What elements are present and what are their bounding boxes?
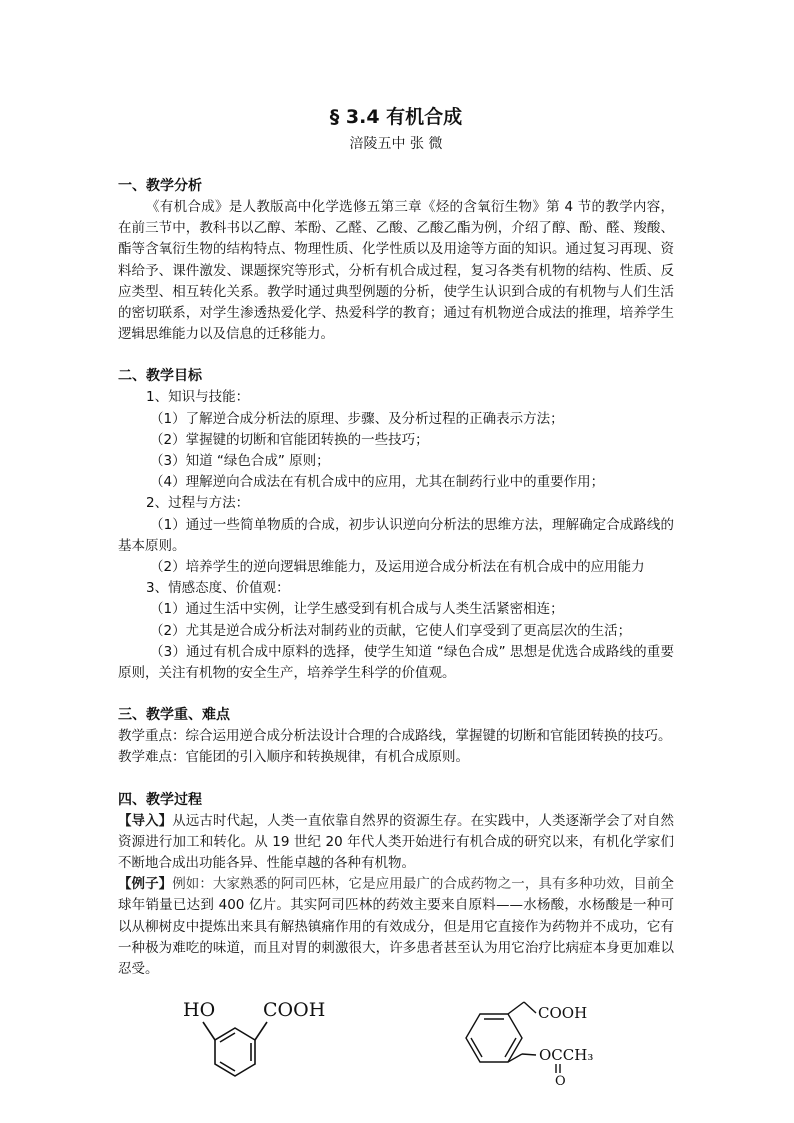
section-heading-key-points: 三、教学重、难点 — [118, 707, 230, 724]
section-heading-process: 四、教学过程 — [118, 791, 202, 808]
example-text: 前全球年销量已达到 400 亿片。其实阿司匹林的药效主要来自原料——水杨酸，水杨酸是一种可以从柳树皮中提炼出来具有解热镇痛作用的有效成分，但是用它直接作为药物并不成功，它有一种极为难吃的味道，而且对胃的刺激很大，许多患者甚至认为用它治疗比病症本身更加难以忍受。 — [118, 876, 674, 978]
goal-item: （1）通过生活中实例，让学生感受到有机合成与人类生活紧密相连； — [150, 601, 564, 618]
example-paragraph — [118, 874, 674, 980]
goal-subheading-attitude: 3、情感态度、价值观： — [146, 580, 290, 597]
example-lead-text: 例如：大家熟悉的阿司匹林，它是应用最广的合成药物之一，具有多种功效，目 — [172, 876, 647, 893]
difficulty-text: 教学难点：官能团的引入顺序和转换规律，有机合成原则。 — [118, 749, 469, 766]
section-heading-analysis: 一、教学分析 — [118, 178, 202, 194]
aspirin-ester-label: OCCH₃ — [539, 1046, 594, 1064]
key-point-text: 教学重点：综合运用逆合成分析法设计合理的合成路线，掌握键的切断和官能团转换的技巧。 — [118, 728, 672, 745]
aspirin-structure — [450, 992, 620, 1092]
goal-item: （3）通过有机合成中原料的选择，使学生知道 “绿色合成” 思想是优选合成路线的重要原则，关注有机物的安全生产，培养学生科学的价值观。 — [118, 643, 674, 682]
goal-item: （2）掌握键的切断和官能团转换的一些技巧； — [150, 431, 429, 448]
section-heading-goals: 二、教学目标 — [118, 368, 202, 385]
goal-subheading-knowledge: 1、知识与技能： — [146, 389, 250, 406]
intro-tag: 【导入】 — [118, 812, 173, 829]
goal-item: （1）了解逆合成分析法的原理、步骤、及分析过程的正确表示方法； — [150, 410, 564, 427]
intro-text: 从远古时代起，人类一直依靠自然界的资源生存。在实践中，人类逐渐学会了对自然资源进行加工和转化。从 19 世纪 20 年代人类开始进行有机合成的研究以来，有机化学家们不断地合成出功能各异、性能卓越的各种有机物。 — [118, 812, 674, 872]
goal-item: （3）知道 “绿色合成” 原则； — [150, 453, 330, 470]
goal-item: （2）培养学生的逆向逻辑思维能力，及运用逆合成分析法在有机合成中的应用能力 — [150, 559, 645, 576]
analysis-paragraph: 《有机合成》是人教版高中化学选修五第三章《烃的含氧衍生物》第 4 节的教学内容，在前三节中，教科书以乙醇、苯酚、乙醛、乙酸、乙酸乙酯为例，介绍了醇、酚、醛、羧酸、酯等含氧衍生物的结构特点、物理性质、化学性质以及用途等方面的知识。通过复习再现、资料给予、课件激发、课题探究等形式，分析有机合成过程，复习各类有机物的结构、性质、反应类型、相互转化关系。教学时通过典型例题的分析，使学生认识到合成的有机物与人们生活的密切联系，对学生渗透热爱化学、热爱科学的教育；通过有机物逆合成法的推理，培养学生逻辑思维能力以及信息的迁移能力。 — [118, 199, 674, 343]
goal-subheading-process: 2、过程与方法： — [146, 495, 250, 512]
benzene-ring-icon — [203, 1022, 267, 1076]
author-line: 涪陵五中 张 微 — [349, 136, 443, 152]
goal-item: （4）理解逆向合成法在有机合成中的应用，尤其在制药行业中的重要作用； — [150, 474, 605, 491]
aspirin-carboxyl-label: COOH — [538, 1004, 588, 1022]
salicylic-acid-structure — [175, 992, 345, 1092]
goal-item: （2）尤其是逆合成分析法对制药业的贡献，它使人们享受到了更高层次的生活； — [150, 622, 632, 639]
aspirin-carbonyl-o-label: O — [555, 1074, 566, 1089]
hydroxyl-label: HO — [183, 999, 216, 1021]
page-title: § 3.4 有机合成 — [329, 106, 463, 128]
example-tag: 【例子】 — [118, 876, 173, 893]
document-page — [118, 100, 674, 980]
goal-item: （1）通过一些简单物质的合成，初步认识逆向分析法的思维方法，理解确定合成路线的基本原则。 — [118, 516, 674, 554]
carboxyl-label: COOH — [263, 999, 326, 1021]
intro-paragraph — [118, 811, 674, 875]
